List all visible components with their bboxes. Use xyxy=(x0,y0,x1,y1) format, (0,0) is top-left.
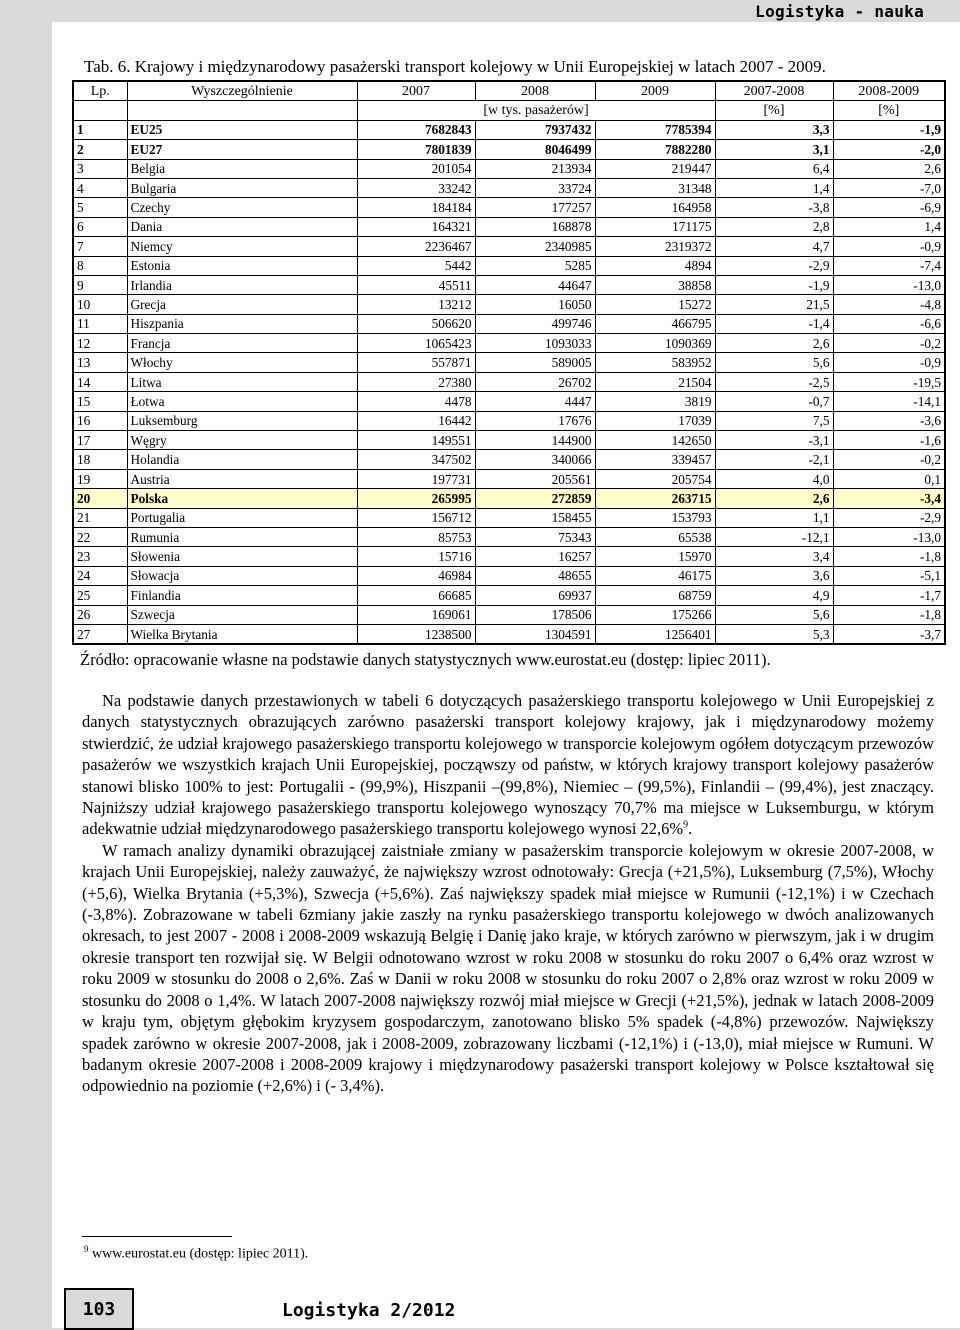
cell-change-2007-2008: 2,8 xyxy=(715,217,833,236)
table-caption: Tab. 6. Krajowy i międzynarodowy pasażerski transport kolejowy w Unii Europejskiej w latach 2007 - 2009. xyxy=(84,57,826,76)
cell-2008: 2340985 xyxy=(475,237,595,256)
cell-lp: 4 xyxy=(73,178,127,197)
cell-change-2007-2008: 6,4 xyxy=(715,159,833,178)
cell-lp: 3 xyxy=(73,159,127,178)
cell-2008: 4447 xyxy=(475,392,595,411)
cell-2008: 589005 xyxy=(475,353,595,372)
table-row xyxy=(73,431,945,450)
cell-lp: 16 xyxy=(73,411,127,430)
cell-2009: 171175 xyxy=(595,217,715,236)
cell-2007: 1065423 xyxy=(357,334,475,353)
cell-change-2007-2008: 2,6 xyxy=(715,334,833,353)
cell-change-2008-2009: -0,9 xyxy=(833,237,945,256)
header-lp: Lp. xyxy=(73,81,127,101)
cell-lp: 5 xyxy=(73,198,127,217)
cell-change-2008-2009: -13,0 xyxy=(833,527,945,546)
cell-country: Holandia xyxy=(127,450,357,469)
cell-change-2007-2008: 5,3 xyxy=(715,624,833,644)
cell-change-2008-2009: -5,1 xyxy=(833,566,945,585)
cell-country: Węgry xyxy=(127,431,357,450)
cell-change-2007-2008: 7,5 xyxy=(715,411,833,430)
cell-lp: 9 xyxy=(73,275,127,294)
header-2007: 2007 xyxy=(357,81,475,101)
cell-2007: 46984 xyxy=(357,566,475,585)
table-row xyxy=(73,508,945,527)
cell-change-2007-2008: -12,1 xyxy=(715,527,833,546)
cell-lp: 23 xyxy=(73,547,127,566)
table-row xyxy=(73,159,945,178)
cell-change-2008-2009: -6,9 xyxy=(833,198,945,217)
footnote xyxy=(84,1244,308,1263)
cell-change-2007-2008: 5,6 xyxy=(715,605,833,624)
cell-2008: 33724 xyxy=(475,178,595,197)
cell-change-2008-2009: -3,4 xyxy=(833,489,945,508)
cell-country: Łotwa xyxy=(127,392,357,411)
cell-country: Hiszpania xyxy=(127,314,357,333)
cell-2008: 44647 xyxy=(475,275,595,294)
cell-2008: 16050 xyxy=(475,295,595,314)
cell-change-2008-2009: -6,6 xyxy=(833,314,945,333)
cell-2007: 15716 xyxy=(357,547,475,566)
cell-change-2008-2009: 0,1 xyxy=(833,469,945,488)
cell-2007: 197731 xyxy=(357,469,475,488)
cell-2007: 66685 xyxy=(357,586,475,605)
cell-2009: 466795 xyxy=(595,314,715,333)
cell-change-2007-2008: 4,0 xyxy=(715,469,833,488)
header-2009: 2009 xyxy=(595,81,715,101)
cell-country: Włochy xyxy=(127,353,357,372)
cell-change-2008-2009: -0,2 xyxy=(833,334,945,353)
cell-country: EU27 xyxy=(127,140,357,159)
cell-2008: 144900 xyxy=(475,431,595,450)
cell-change-2007-2008: -3,8 xyxy=(715,198,833,217)
cell-change-2007-2008: 4,9 xyxy=(715,586,833,605)
cell-change-2007-2008: 3,6 xyxy=(715,566,833,585)
units-change2: [%] xyxy=(833,101,945,120)
cell-2007: 156712 xyxy=(357,508,475,527)
table-row xyxy=(73,489,945,508)
cell-change-2008-2009: -7,0 xyxy=(833,178,945,197)
cell-change-2008-2009: -1,7 xyxy=(833,586,945,605)
cell-country: Estonia xyxy=(127,256,357,275)
cell-change-2008-2009: -1,6 xyxy=(833,431,945,450)
cell-2007: 5442 xyxy=(357,256,475,275)
cell-change-2008-2009: -19,5 xyxy=(833,372,945,391)
cell-change-2007-2008: -2,1 xyxy=(715,450,833,469)
cell-2007: 201054 xyxy=(357,159,475,178)
cell-country: Belgia xyxy=(127,159,357,178)
cell-2007: 506620 xyxy=(357,314,475,333)
cell-lp: 10 xyxy=(73,295,127,314)
cell-change-2007-2008: 5,6 xyxy=(715,353,833,372)
cell-2009: 2319372 xyxy=(595,237,715,256)
cell-2009: 3819 xyxy=(595,392,715,411)
magazine-title: Logistyka 2/2012 xyxy=(282,1300,456,1321)
cell-lp: 13 xyxy=(73,353,127,372)
cell-2009: 142650 xyxy=(595,431,715,450)
cell-2009: 15970 xyxy=(595,547,715,566)
cell-change-2008-2009: 1,4 xyxy=(833,217,945,236)
cell-2007: 347502 xyxy=(357,450,475,469)
cell-change-2007-2008: 4,7 xyxy=(715,237,833,256)
cell-country: Czechy xyxy=(127,198,357,217)
footnote-text: www.eurostat.eu (dostęp: lipiec 2011). xyxy=(88,1246,309,1262)
cell-change-2008-2009: -2,0 xyxy=(833,140,945,159)
cell-country: Litwa xyxy=(127,372,357,391)
paragraph-1-end: . xyxy=(688,819,693,839)
cell-2009: 7882280 xyxy=(595,140,715,159)
units-values: [w tys. pasażerów] xyxy=(357,101,715,120)
cell-2008: 499746 xyxy=(475,314,595,333)
table-row xyxy=(73,198,945,217)
cell-2007: 164321 xyxy=(357,217,475,236)
table-row xyxy=(73,392,945,411)
cell-lp: 27 xyxy=(73,624,127,644)
cell-2009: 175266 xyxy=(595,605,715,624)
cell-change-2007-2008: 1,1 xyxy=(715,508,833,527)
cell-2007: 7801839 xyxy=(357,140,475,159)
cell-2008: 158455 xyxy=(475,508,595,527)
cell-country: Dania xyxy=(127,217,357,236)
cell-change-2007-2008: 1,4 xyxy=(715,178,833,197)
cell-2008: 5285 xyxy=(475,256,595,275)
cell-change-2008-2009: -1,8 xyxy=(833,547,945,566)
cell-country: Austria xyxy=(127,469,357,488)
cell-2008: 168878 xyxy=(475,217,595,236)
table-row xyxy=(73,275,945,294)
article-body xyxy=(82,690,934,1097)
cell-2009: 65538 xyxy=(595,527,715,546)
footnote-number: 9 xyxy=(84,1244,89,1254)
cell-country: Irlandia xyxy=(127,275,357,294)
cell-lp: 8 xyxy=(73,256,127,275)
table-row xyxy=(73,605,945,624)
cell-change-2008-2009: -13,0 xyxy=(833,275,945,294)
cell-change-2007-2008: 3,3 xyxy=(715,120,833,139)
table-row xyxy=(73,527,945,546)
cell-country: Luksemburg xyxy=(127,411,357,430)
cell-2008: 1093033 xyxy=(475,334,595,353)
cell-country: Finlandia xyxy=(127,586,357,605)
cell-2007: 33242 xyxy=(357,178,475,197)
cell-2007: 557871 xyxy=(357,353,475,372)
cell-lp: 17 xyxy=(73,431,127,450)
cell-change-2008-2009: -7,4 xyxy=(833,256,945,275)
cell-2009: 219447 xyxy=(595,159,715,178)
cell-lp: 20 xyxy=(73,489,127,508)
cell-change-2007-2008: 21,5 xyxy=(715,295,833,314)
table-body xyxy=(73,120,945,644)
cell-2009: 31348 xyxy=(595,178,715,197)
cell-lp: 25 xyxy=(73,586,127,605)
cell-2008: 75343 xyxy=(475,527,595,546)
cell-country: EU25 xyxy=(127,120,357,139)
cell-2009: 7785394 xyxy=(595,120,715,139)
cell-change-2008-2009: -4,8 xyxy=(833,295,945,314)
cell-country: Słowacja xyxy=(127,566,357,585)
cell-change-2008-2009: -0,2 xyxy=(833,450,945,469)
cell-change-2008-2009: -2,9 xyxy=(833,508,945,527)
cell-change-2007-2008: 3,1 xyxy=(715,140,833,159)
table-row xyxy=(73,314,945,333)
footnote-ref[interactable]: 9 xyxy=(683,819,689,831)
rail-transport-table xyxy=(72,80,946,645)
cell-change-2007-2008: -2,9 xyxy=(715,256,833,275)
cell-2009: 21504 xyxy=(595,372,715,391)
cell-country: Szwecja xyxy=(127,605,357,624)
cell-2008: 8046499 xyxy=(475,140,595,159)
cell-lp: 14 xyxy=(73,372,127,391)
cell-2009: 1256401 xyxy=(595,624,715,644)
table-row xyxy=(73,566,945,585)
paragraph-1-text: Na podstawie danych przestawionych w tabeli 6 dotyczących pasażerskiego transportu kolejowego w Unii Europejskiej z danych statystycznych obrazujących zarówno pasażerski transport kolejowy krajowy, jak i międzynarodowy możemy stwierdzić, że udział krajowego pasażerskiego transportu kolejowego w transporcie kolejowym ogółem dotyczącym przewozów pasażerów we wszystkich krajach Unii Europejskiej, począwszy od państw, w których krajowy transport kolejowy pasażerów stanowi blisko 100% to jest: Portugalii - (99,9%), Hiszpanii –(99,8%), Niemiec – (99,5%), Finlandii – (99,4%), jest znaczący. Najniższy udział krajowego pasażerskiego transportu kolejowego wynoszący 70,7% ma miejsce w Luksemburgu, w którym adekwatnie udział międzynarodowego pasażerskiego transportu kolejowego wynosi 22,6% xyxy=(82,691,934,839)
page-header xyxy=(0,0,960,22)
cell-2007: 169061 xyxy=(357,605,475,624)
cell-lp: 21 xyxy=(73,508,127,527)
cell-country: Polska xyxy=(127,489,357,508)
cell-2009: 38858 xyxy=(595,275,715,294)
table-row xyxy=(73,353,945,372)
cell-2007: 16442 xyxy=(357,411,475,430)
journal-section-title: Logistyka - nauka xyxy=(755,2,924,21)
cell-lp: 18 xyxy=(73,450,127,469)
cell-2007: 4478 xyxy=(357,392,475,411)
cell-2009: 153793 xyxy=(595,508,715,527)
cell-2008: 16257 xyxy=(475,547,595,566)
table-row xyxy=(73,372,945,391)
cell-lp: 1 xyxy=(73,120,127,139)
cell-2008: 178506 xyxy=(475,605,595,624)
cell-lp: 7 xyxy=(73,237,127,256)
cell-2009: 17039 xyxy=(595,411,715,430)
header-change-2007-2008: 2007-2008 xyxy=(715,81,833,101)
table-row xyxy=(73,547,945,566)
table-row xyxy=(73,120,945,139)
cell-lp: 15 xyxy=(73,392,127,411)
table-row xyxy=(73,334,945,353)
cell-2008: 69937 xyxy=(475,586,595,605)
cell-lp: 26 xyxy=(73,605,127,624)
cell-2007: 85753 xyxy=(357,527,475,546)
cell-2009: 339457 xyxy=(595,450,715,469)
cell-2008: 1304591 xyxy=(475,624,595,644)
page-number: 103 xyxy=(64,1288,134,1330)
table-row xyxy=(73,411,945,430)
table-row xyxy=(73,469,945,488)
cell-2009: 68759 xyxy=(595,586,715,605)
cell-2008: 26702 xyxy=(475,372,595,391)
cell-change-2008-2009: 2,6 xyxy=(833,159,945,178)
cell-2007: 1238500 xyxy=(357,624,475,644)
cell-2007: 13212 xyxy=(357,295,475,314)
cell-lp: 22 xyxy=(73,527,127,546)
cell-country: Grecja xyxy=(127,295,357,314)
cell-change-2007-2008: -1,4 xyxy=(715,314,833,333)
header-2008: 2008 xyxy=(475,81,595,101)
table-row xyxy=(73,256,945,275)
table-row xyxy=(73,217,945,236)
cell-2009: 164958 xyxy=(595,198,715,217)
cell-lp: 2 xyxy=(73,140,127,159)
cell-change-2008-2009: -1,9 xyxy=(833,120,945,139)
table-source: Źródło: opracowanie własne na podstawie danych statystycznych www.eurostat.eu (dostęp: lipiec 2011). xyxy=(80,650,771,669)
table-row xyxy=(73,586,945,605)
units-empty-lp xyxy=(73,101,127,120)
cell-country: Francja xyxy=(127,334,357,353)
header-item: Wyszczególnienie xyxy=(127,81,357,101)
cell-lp: 19 xyxy=(73,469,127,488)
cell-country: Wielka Brytania xyxy=(127,624,357,644)
cell-country: Portugalia xyxy=(127,508,357,527)
cell-lp: 12 xyxy=(73,334,127,353)
table-row xyxy=(73,140,945,159)
table-row xyxy=(73,624,945,644)
footnote-divider xyxy=(82,1236,232,1237)
cell-country: Bulgaria xyxy=(127,178,357,197)
cell-change-2007-2008: -3,1 xyxy=(715,431,833,450)
cell-2009: 46175 xyxy=(595,566,715,585)
cell-2008: 17676 xyxy=(475,411,595,430)
cell-2007: 2236467 xyxy=(357,237,475,256)
cell-change-2008-2009: -14,1 xyxy=(833,392,945,411)
cell-change-2007-2008: -0,7 xyxy=(715,392,833,411)
cell-2007: 265995 xyxy=(357,489,475,508)
cell-2009: 205754 xyxy=(595,469,715,488)
cell-lp: 24 xyxy=(73,566,127,585)
units-empty-item xyxy=(127,101,357,120)
cell-change-2007-2008: -2,5 xyxy=(715,372,833,391)
cell-2008: 48655 xyxy=(475,566,595,585)
cell-change-2007-2008: 3,4 xyxy=(715,547,833,566)
cell-2009: 583952 xyxy=(595,353,715,372)
cell-change-2007-2008: 2,6 xyxy=(715,489,833,508)
cell-2008: 7937432 xyxy=(475,120,595,139)
cell-change-2008-2009: -0,9 xyxy=(833,353,945,372)
cell-2008: 340066 xyxy=(475,450,595,469)
table-row xyxy=(73,178,945,197)
cell-2009: 1090369 xyxy=(595,334,715,353)
cell-lp: 6 xyxy=(73,217,127,236)
units-change1: [%] xyxy=(715,101,833,120)
cell-2009: 4894 xyxy=(595,256,715,275)
cell-2008: 272859 xyxy=(475,489,595,508)
cell-2009: 15272 xyxy=(595,295,715,314)
cell-change-2007-2008: -1,9 xyxy=(715,275,833,294)
cell-2007: 45511 xyxy=(357,275,475,294)
cell-2007: 7682843 xyxy=(357,120,475,139)
cell-2009: 263715 xyxy=(595,489,715,508)
paragraph-2: W ramach analizy dynamiki obrazującej zaistniałe zmiany w pasażerskim transporcie kolejowym w okresie 2007-2008, w krajach Unii Europejskiej, należy zauważyć, że największy wzrost odnotowały: Grecja (+21,5%), Luksemburg (7,5%), Włochy (+5,6), Wielka Brytania (+5,3%), Szwecja (+5,6%). Zaś największy spadek miał miejsce w Rumunii (-12,1%) i w Czechach (-3,8%). Zobrazowane w tabeli 6zmiany jakie zaszły na rynku pasażerskiego transportu kolejowego w dwóch analizowanych okresach, to jest 2007 - 2008 i 2008-2009 wskazują Belgię i Danię jako kraje, w których zarówno w pierwszym, jak i w drugim okresie transport ten rozwijał się. W Belgii odnotowano wzrost w roku 2008 w stosunku do roku 2007 o 6,4% oraz wzrost w roku 2009 w stosunku do 2008 o 2,6%. Zaś w Danii w roku 2008 w stosunku do roku 2007 o 2,8% oraz wzrost w roku 2009 w stosunku do 2008 o 1,4%. W latach 2007-2008 największy rozwój miał miejsce w Grecji (+21,5%), jednak w latach 2008-2009 w kraju tym, objętym głębokim kryzysem gospodarczym, zanotowano blisko 5% spadek (-4,8%) przewozów. Największy spadek zarówno w okresie 2007-2008, jak i 2008-2009, zobrazowany liczbami (-12,1%) i (-13,0), miał miejsce w Rumuni. W badanym okresie 2007-2008 i 2008-2009 krajowy i międzynarodowy pasażerski transport kolejowy w Polsce kształtował się odpowiednio na poziomie (+2,6%) i (- 3,4%). xyxy=(82,840,934,1096)
cell-2007: 27380 xyxy=(357,372,475,391)
cell-country: Rumunia xyxy=(127,527,357,546)
cell-2007: 184184 xyxy=(357,198,475,217)
cell-2007: 149551 xyxy=(357,431,475,450)
cell-2008: 213934 xyxy=(475,159,595,178)
cell-change-2008-2009: -3,7 xyxy=(833,624,945,644)
table-row xyxy=(73,450,945,469)
cell-2008: 177257 xyxy=(475,198,595,217)
cell-2008: 205561 xyxy=(475,469,595,488)
table-row xyxy=(73,237,945,256)
cell-change-2008-2009: -3,6 xyxy=(833,411,945,430)
cell-change-2008-2009: -1,8 xyxy=(833,605,945,624)
paragraph-1 xyxy=(82,690,934,840)
cell-lp: 11 xyxy=(73,314,127,333)
cell-country: Słowenia xyxy=(127,547,357,566)
table-row xyxy=(73,295,945,314)
header-change-2008-2009: 2008-2009 xyxy=(833,81,945,101)
cell-country: Niemcy xyxy=(127,237,357,256)
